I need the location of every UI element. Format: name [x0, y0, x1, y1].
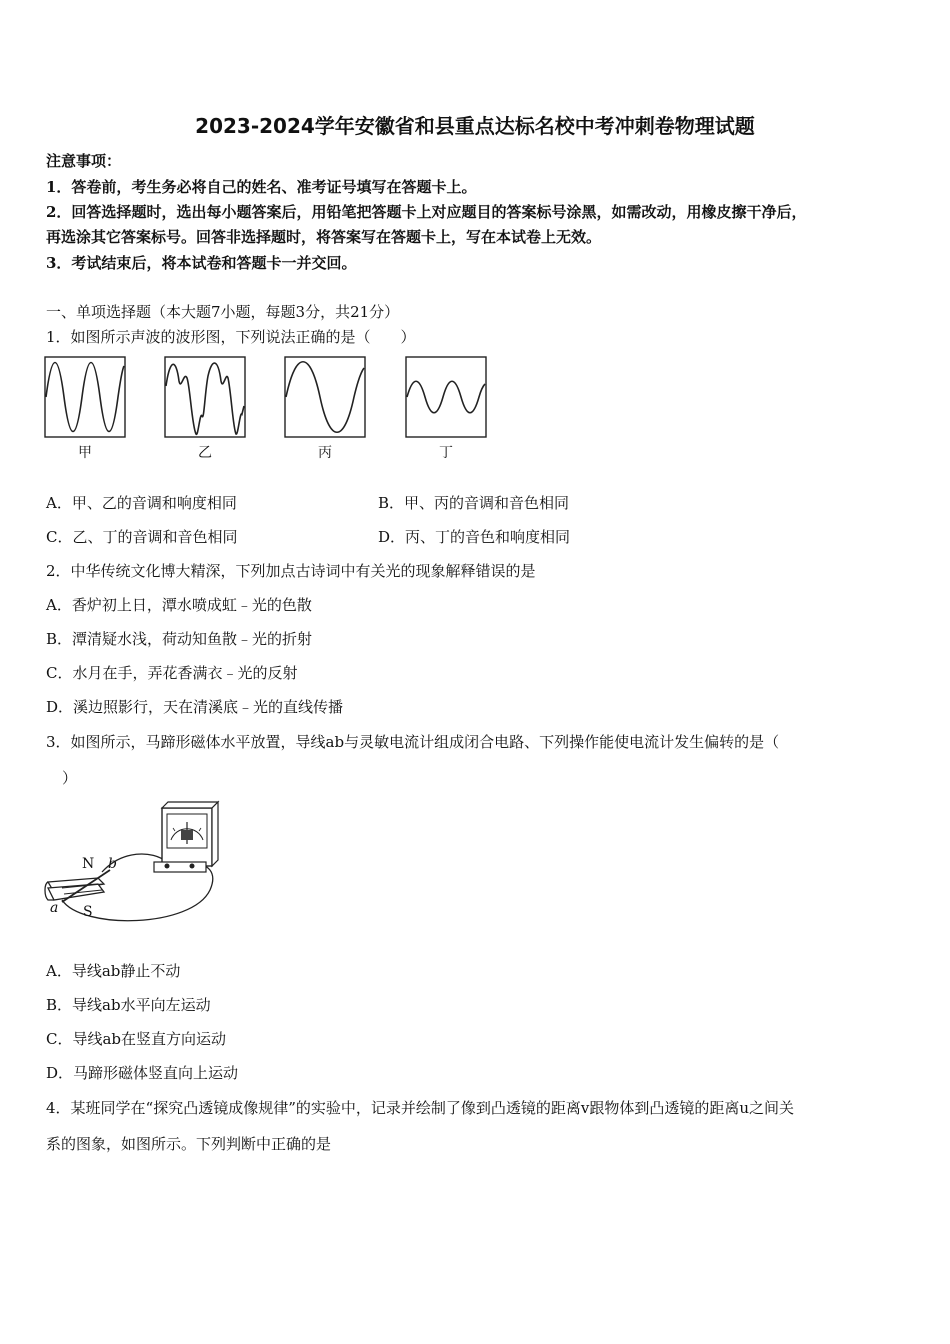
- option-b: B．导线ab水平向左运动: [46, 996, 211, 1014]
- waveform-yi: [164, 356, 246, 438]
- note-item: 3．考试结束后，将本试卷和答题卡一并交回。: [46, 254, 357, 272]
- note-item: 2．回答选择题时，选出每小题答案后，用铅笔把答题卡上对应题目的答案标号涂黑，如需改动，用橡皮擦干净后，: [46, 203, 807, 221]
- option-a: A．香炉初上日，潭水喷成虹﹣光的色散: [46, 596, 312, 614]
- option-c: C．导线ab在竖直方向运动: [46, 1030, 227, 1048]
- label-n: N: [82, 856, 95, 872]
- wave-label-jia: 甲: [78, 445, 92, 461]
- waveform-ding: [405, 356, 487, 438]
- waveform-bing: [284, 356, 366, 438]
- question-stem: 4．某班同学在“探究凸透镜成像规律”的实验中，记录并绘制了像到凸透镜的距离v跟物体到凸透镜的距离u之间关: [46, 1099, 795, 1117]
- question-stem: 2．中华传统文化博大精深，下列加点古诗词中有关光的现象解释错误的是: [46, 562, 536, 580]
- option-c: C．乙、丁的音调和音色相同: [46, 528, 238, 546]
- page-title: 2023-2024学年安徽省和县重点达标名校中考冲刺卷物理试题: [195, 114, 755, 138]
- option-d: D．丙、丁的音色和响度相同: [378, 528, 571, 546]
- notes-heading: 注意事项：: [46, 152, 122, 170]
- question-stem: 1．如图所示声波的波形图，下列说法正确的是（ ）: [46, 328, 416, 346]
- wave-label-ding: 丁: [439, 445, 453, 461]
- note-item: 再选涂其它答案标号。回答非选择题时，将答案写在答题卡上，写在本试卷上无效。: [46, 228, 602, 246]
- waveform-jia: [44, 356, 126, 438]
- wave-label-bing: 丙: [318, 445, 332, 461]
- section-heading: 一、单项选择题（本大题7小题，每题3分，共21分）: [46, 303, 400, 321]
- question-stem-cont: ）: [62, 769, 78, 787]
- option-b: B．潭清疑水浅，荷动知鱼散﹣光的折射: [46, 630, 313, 648]
- wave-label-yi: 乙: [198, 445, 212, 461]
- option-a: A．甲、乙的音调和响度相同: [46, 494, 237, 512]
- option-c: C．水月在手，弄花香满衣﹣光的反射: [46, 664, 298, 682]
- magnet-galvanometer-figure: [42, 800, 224, 932]
- question-stem: 3．如图所示，马蹄形磁体水平放置，导线ab与灵敏电流计组成闭合电路、下列操作能使电流计发生偏转的是（: [46, 733, 780, 751]
- question-stem-cont: 系的图象，如图所示。下列判断中正确的是: [46, 1135, 332, 1153]
- option-a: A．导线ab静止不动: [46, 962, 181, 980]
- option-d: D．马蹄形磁体竖直向上运动: [46, 1064, 239, 1082]
- label-s: S: [83, 904, 93, 920]
- label-b: b: [108, 856, 117, 872]
- option-d: D．溪边照影行，天在清溪底﹣光的直线传播: [46, 698, 344, 716]
- option-b: B．甲、丙的音调和音色相同: [378, 494, 570, 512]
- note-item: 1．答卷前，考生务必将自己的姓名、准考证号填写在答题卡上。: [46, 178, 477, 196]
- label-a: a: [50, 900, 59, 916]
